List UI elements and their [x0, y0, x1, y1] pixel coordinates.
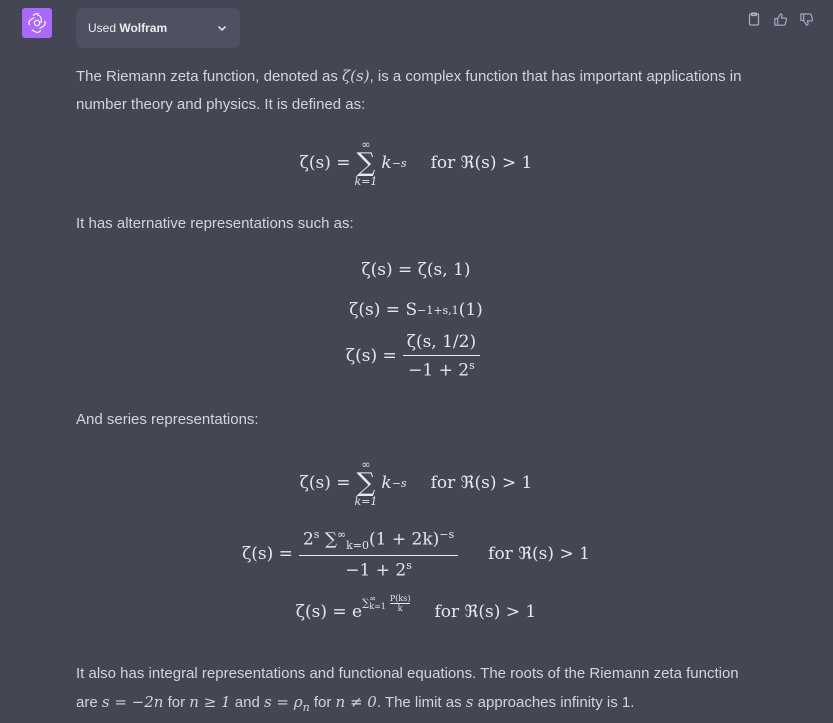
intro-paragraph: The Riemann zeta function, denoted as ζ(s), is a complex function that has important applications in number theory and physics. It is defined as:	[76, 67, 742, 113]
thumbs-up-icon	[773, 12, 788, 27]
zeta-definition-equation: ζ(s) = ∞ ∑ k=1 k −s for ℜ(s) > 1	[299, 138, 533, 188]
alternative-representations-paragraph: It has alternative representations such as:	[76, 215, 354, 232]
thumbs-up-button[interactable]	[771, 10, 789, 28]
closing-paragraph: It also has integral representations and functional equations. The roots of the Riemann zeta function are s = −2n for n ≥ 1 and $s = \rho_n$ for n ≠ 0. The limit as s approaches infinity is 1.	[76, 665, 739, 714]
thumbs-down-button[interactable]	[797, 10, 815, 28]
series-representation-2: ζ(s) = $\frac{2^s \sum^\infty_{k=0}(1 + 2k)^{-s}}{-1 + 2^s}$ for ℜ(s) > 1	[242, 527, 590, 581]
thumbs-down-icon	[799, 12, 814, 27]
series-representation-1: ζ(s) = ∞ ∑ k=1 k −s for ℜ(s) > 1	[299, 458, 533, 508]
series-representations-paragraph: And series representations:	[76, 411, 259, 428]
plugin-used-toggle[interactable]	[76, 8, 240, 48]
alt-representation-3: ζ(s) = $\frac{\zeta(s, 1/2)}{-1 + 2^s}$	[76, 330, 756, 382]
assistant-message	[76, 62, 756, 722]
alt-representation-2: ζ(s) = S −1+s,1 (1)	[349, 300, 483, 320]
plugin-used-label: Used Wolfram	[88, 21, 168, 35]
openai-logo-icon	[27, 13, 47, 33]
clipboard-icon	[747, 12, 761, 26]
assistant-avatar	[22, 8, 52, 38]
chevron-down-icon	[216, 22, 228, 34]
series-representation-3: ζ(s) = e ∑ ∞ k=1 P(ks) k for ℜ(s) > 1	[295, 593, 537, 622]
copy-button[interactable]	[745, 10, 763, 28]
alt-representation-1: ζ(s) = ζ(s, 1)	[361, 260, 471, 280]
